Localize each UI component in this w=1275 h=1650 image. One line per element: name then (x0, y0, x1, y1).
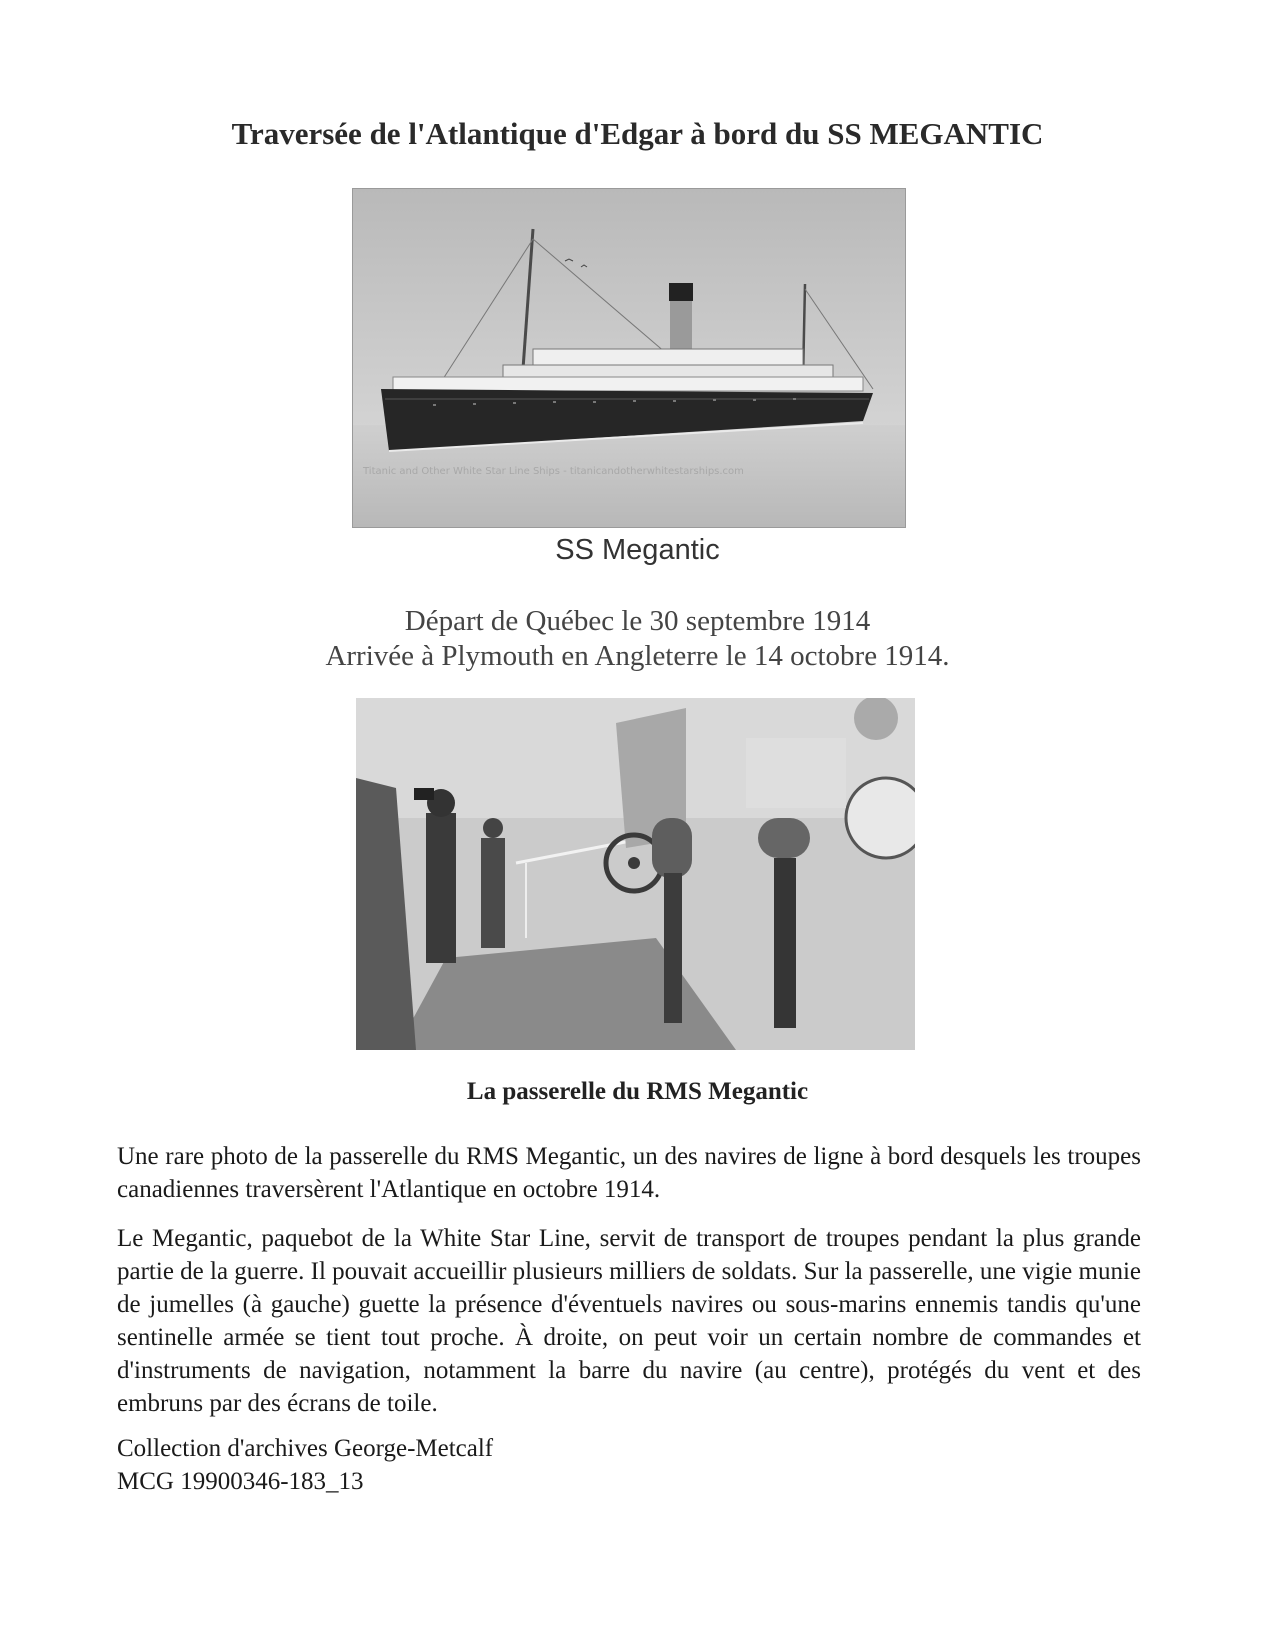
page-title: Traversée de l'Atlantique d'Edgar à bord du SS MEGANTIC (231, 116, 1044, 151)
watermark-text: Titanic and Other White Star Line Ships - titanicandotherwhitestarships.com (363, 466, 744, 477)
ship-photo (352, 188, 906, 528)
bridge-photo-caption: La passerelle du RMS Megantic (466, 1078, 809, 1105)
archive-credit (117, 1432, 1141, 1498)
collection-name: Collection d'archives George-Metcalf (117, 1435, 494, 1462)
bridge-photo (356, 698, 915, 1050)
arrival-line: Arrivée à Plymouth en Angleterre le 14 octobre 1914. (325, 640, 950, 672)
paragraph-description: Le Megantic, paquebot de la White Star Line, servit de transport de troupes pendant la plus grande partie de la guerre. Il pouvait accueillir plusieurs milliers de soldats. Sur la passerelle, une vigie munie de jumelles (à gauche) guette la présence d'éventuels navires ou sous-marins ennemis tandis qu'une sentinelle armée se tient tout proche. À droite, on peut voir un certain nombre de commandes et d'instruments de navigation, notamment la barre du navire (au centre), protégés du vent et des embruns par des écrans de toile. (117, 1225, 1141, 1417)
voyage-dates (0, 604, 1275, 674)
archive-reference: MCG 19900346-183_13 (117, 1468, 364, 1495)
ss-megantic-illustration (353, 189, 905, 527)
paragraph-intro: Une rare photo de la passerelle du RMS Megantic, un des navires de ligne à bord desquels les troupes canadiennes traversèrent l'Atlantique en octobre 1914. (117, 1143, 1141, 1203)
bridge-illustration (356, 698, 915, 1050)
departure-line: Départ de Québec le 30 septembre 1914 (404, 605, 871, 637)
ship-photo-caption: SS Megantic (555, 534, 720, 566)
